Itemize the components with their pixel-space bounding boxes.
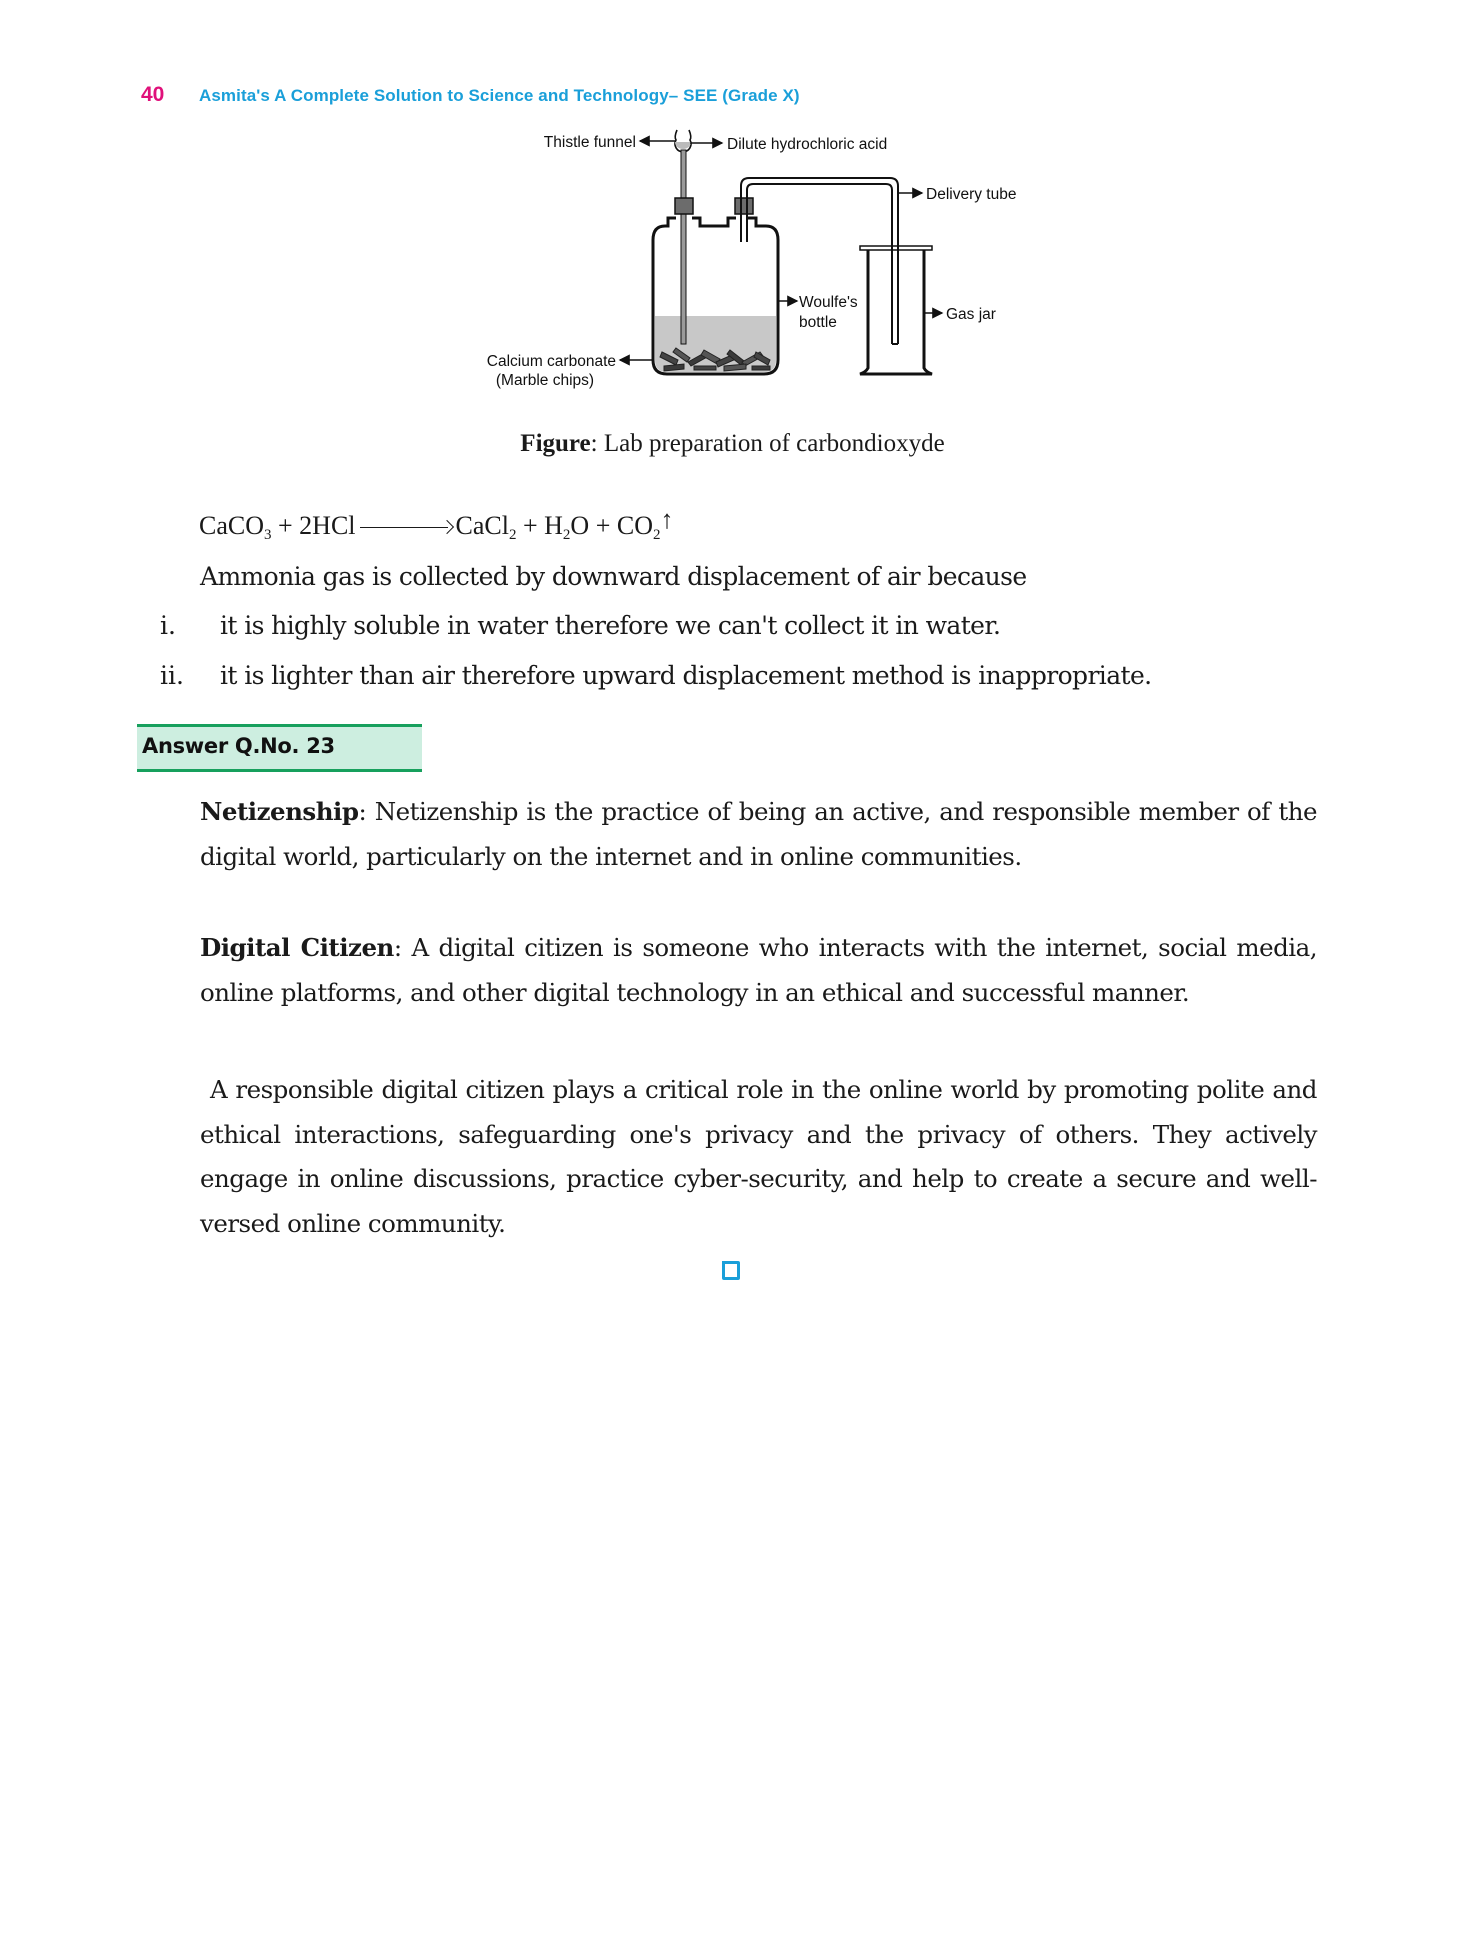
label-woulfes-bottle-2: bottle [799,314,837,331]
square-end-mark-icon [722,1261,740,1280]
eq-plus: + [271,511,300,540]
label-gas-jar: Gas jar [946,306,996,323]
thistle-funnel [675,130,691,344]
digital-citizen-term: Digital Citizen [200,933,394,962]
gas-evolved-arrow-icon: ↑ [660,505,674,534]
woulfes-bottle [653,218,778,374]
label-thistle-funnel: Thistle funnel [543,134,636,151]
netizenship-term: Netizenship [200,797,359,826]
running-title: Asmita's A Complete Solution to Science and Technology– SEE (Grade X) [199,86,800,105]
netizenship-paragraph [200,790,1317,879]
figure-caption [0,430,1465,458]
eq-plus: + [516,511,545,540]
stopper-left [675,198,693,214]
eq-product-2-sub: 2 [562,527,571,543]
gas-jar [860,246,932,374]
closing-paragraph: A responsible digital citizen plays a critical role in the online world by promoting polite and ethical interactions, safeguarding one's privacy and the privacy of others. They actively engage in online discussions, practice cyber-security, and help to create a secure and well-versed online community. [200,1075,1317,1238]
eq-reactant-1-sub: 3 [264,527,272,543]
label-delivery-tube: Delivery tube [926,186,1017,203]
netizenship-definition: : Netizenship is the practice of being an active, and responsible member of the digital world, particularly on the internet and in online communities. [200,797,1317,871]
reason-text: it is lighter than air therefore upward displacement method is inappropriate. [220,661,1152,690]
figure-caption-label: Figure [520,430,591,457]
co2-apparatus-diagram [0,0,1465,400]
label-calcium-carbonate-1: Calcium carbonate [486,353,616,370]
chemical-equation [199,505,674,544]
label-calcium-carbonate-2: (Marble chips) [495,372,595,389]
eq-product-1-sub: 2 [508,527,517,543]
eq-product-2-o: O [570,511,590,540]
label-dilute-acid: Dilute hydrochloric acid [727,136,888,153]
reason-marker: ii. [160,661,184,690]
eq-product-2: H [544,511,563,540]
reason-marker: i. [160,611,176,640]
eq-product-1: CaCl [455,511,509,540]
eq-reactant-1: CaCO [199,511,264,540]
answer-heading-box [137,724,422,772]
digital-citizen-paragraph [200,926,1317,1015]
reaction-arrow-icon [360,518,452,538]
digital-citizen-definition: : A digital citizen is someone who interacts with the internet, social media, online platforms, and other digital technology in an ethical and successful manner. [200,933,1318,1007]
eq-product-3-sub: 2 [653,527,661,543]
label-woulfes-bottle-1: Woulfe's [799,294,858,311]
figure-caption-text: : Lab preparation of carbondioxyde [590,430,945,457]
stopper-right [735,198,753,214]
eq-plus: + [589,511,617,540]
eq-reactant-2: 2HCl [299,511,356,540]
ammonia-intro: Ammonia gas is collected by downward displacement of air because [200,562,1027,591]
answer-heading: Answer Q.No. 23 [142,734,335,758]
page-number: 40 [141,83,165,106]
eq-product-3: CO [616,511,653,540]
reason-text: it is highly soluble in water therefore we can't collect it in water. [220,611,1001,640]
